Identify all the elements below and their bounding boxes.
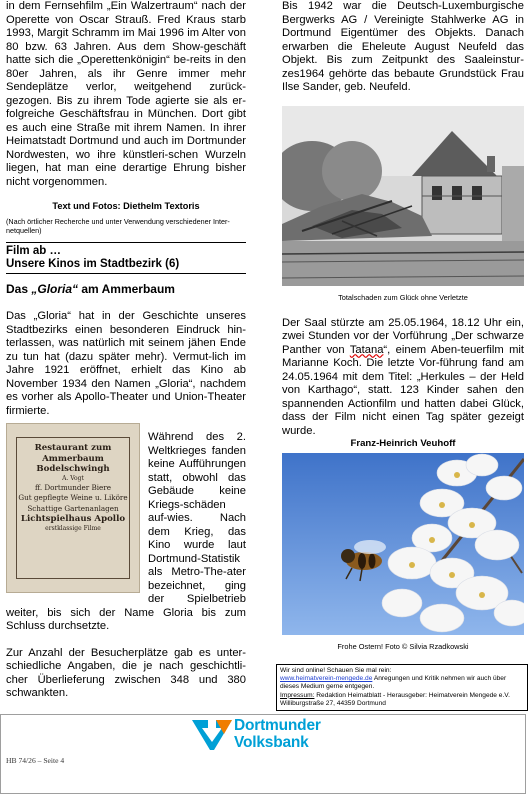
collapsed-building-photo: [282, 106, 524, 302]
ad-line-beer: ff. Dortmunder Biere: [34, 482, 111, 492]
article-paragraph-2: Während des 2. Weltkrieges fanden keine Aufführungen statt, obwohl das Gebäude keine Kriegs-schäden auf-wies. Nach dem Krieg, das Kino wurde laut Dortmund-Statistik als Metro-The-ater bezeichnet, ging der Spielbetrieb weiter, bis sich der Name Gloria bis zum Schluss durchsetzte.: [6, 431, 246, 632]
restaurant-advertisement-image: [6, 423, 140, 593]
article-paragraph-3: Zur Anzahl der Besucherplätze gab es unter-schiedliche Angaben, die je nach geschichtli-cher Überlieferung zwischen 348 und 380 schwankten.: [6, 646, 246, 699]
collapsed-building-image: [282, 106, 524, 286]
impressum-label: Impressum:: [280, 691, 315, 699]
photo-caption-easter: Frohe Ostern! Foto © Silvia Rzadkowski: [337, 642, 469, 651]
article-title-pre: Das: [6, 282, 32, 296]
ad-line-cinema: Lichtspielhaus Apollo: [20, 514, 126, 524]
author-name: Franz-Heinrich Veuhoff: [350, 438, 456, 449]
article-title: [6, 282, 246, 296]
right-paragraph-1: Bis 1942 war die Deutsch-Luxemburgische Bergwerks AG / Vereinigte Stahlwerke AG in Dortmund Eigentümer des Objekts. Danach erwarben die Eheleute August Neufeld das Objekt. Bis zum Zeitpunkt des Saaleinstur-zes1964 gehörte das bebaute Grundstück Frau Ilse Sander, geb. Neufeld.: [282, 0, 524, 93]
bank-name-line-1: Dortmunder: [234, 717, 321, 734]
left-column: [6, 0, 246, 701]
right-paragraph-2-part-a: Der Saal stürzte am 25.05.1964, 18.12 Uhr ein, zwei Stunden vor der Vorführung „Der schwarze Panther von: [282, 316, 524, 356]
right-column: [282, 0, 524, 651]
online-info-line: Wir sind online! Schauen Sie mal rein:: [280, 667, 392, 674]
easter-bee-photo: [282, 453, 524, 651]
article-title-em: „Gloria“: [31, 282, 79, 296]
section-subtitle: Unsere Kinos im Stadtbezirk (6): [6, 258, 246, 274]
impressum-text: Redaktion Heimatblatt - Herausgeber: Heimatverein Mengede e.V. Williburgstraße 27, 44359 Dortmund: [280, 691, 510, 707]
article-title-post: am Ammerbaum: [78, 282, 175, 296]
ad-frame: [16, 437, 130, 579]
section-title: Film ab …: [6, 245, 61, 257]
ad-line-owner: A. Vogt: [62, 474, 84, 482]
paragraph-gap: [6, 634, 246, 647]
spelling-marked-word: Tatana: [349, 343, 384, 356]
online-info-text: [280, 675, 524, 691]
impressum: [280, 692, 524, 708]
ad-line-films: erstklassige Filme: [45, 524, 101, 532]
bee-blossom-image: [282, 453, 524, 635]
section-divider: [6, 242, 246, 243]
intro-paragraph: in dem Fernsehfilm „Ein Walzertraum“ nach der Operette von Oscar Strauß. Fred Kraus starb 1993, Margit Schramm im Mai 1996 im Alter von 80 bzw. 63 Jahren. Aus dem Show-geschäft hatte sich die „Operettenkönigin“ be-reits in den 80er Jahren, als ihr Genre immer mehr Sendeplätze verlor, weitgehend zurück-gezogen. Bis zu ihrem Tode agierte sie als er-folgreiche Geschäftsfrau in München. Dort gibt es auch eine Straße mit ihrem Namen. In ihrer Heimatstadt Dortmund und auch im Dortmunder Nordwesten, wo ihre künstleri-schen Wurzeln liegen, hat man eine derartige Ehrung bisher nicht vorgenommen.: [6, 0, 246, 188]
ad-line-place: Bodelschwingh: [36, 464, 110, 474]
ad-line-garden: Schattige Gartenanlagen: [27, 503, 119, 513]
right-paragraph-2-part-b: “, einem Aben-teuerfilm mit Marianne Koch. Die letzte Vor-führung fand am 24.05.1964 mit dem Titel: „Herkules – der Held von Karthago“, statt. 123 Kinder sahen den spannenden Actionfilm und hatten dabei Glück, dass der Film nicht einen Tag später gezeigt wurde.: [282, 343, 524, 437]
bank-name-line-2: Volksbank: [234, 734, 309, 751]
text-photo-credit: Text und Fotos: Diethelm Textoris: [52, 201, 200, 211]
ad-line-restaurant: Restaurant zum Ammerbaum: [34, 443, 112, 464]
source-note: (Nach örtlicher Recherche und unter Verwendung verschiedener Inter-netquellen): [6, 217, 230, 235]
website-link[interactable]: www.heimatverein-mengede.de: [280, 675, 373, 683]
article-paragraph-1: Das „Gloria“ hat in der Geschichte unseres Stadtbezirks einen besonderen Eindruck hin-terlassen, was natürlich mit seinem jähen Ende zu tun hat (dazu später mehr). Vermut-lich im Jahre 1921 eröffnet, erhielt das Kino ab November 1934 den Namen „Gloria“, nachdem es vorher als Apollo-Theater und Union-Theater firmierte.: [6, 310, 246, 417]
page-number: HB 74/26 – Seite 4: [6, 756, 65, 765]
right-paragraph-2: [282, 317, 524, 439]
online-info-box: [276, 664, 528, 711]
photo-caption-collapse: Totalschaden zum Glück ohne Verletzte: [338, 292, 468, 302]
feedback-text: Anregungen und Kritik nehmen wir auch über dieses Medium gerne entgegen.: [280, 675, 507, 691]
ad-line-wine: Gut gepflegte Weine u. Liköre: [18, 493, 128, 502]
